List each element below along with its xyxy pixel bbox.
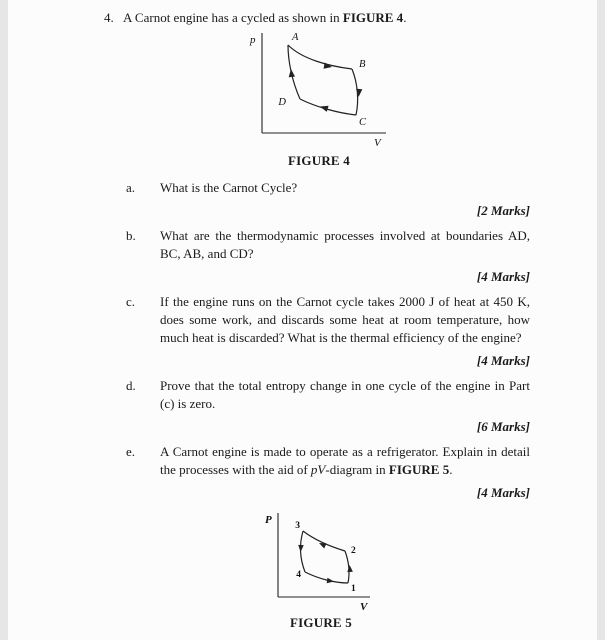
question-number: 4. [104, 10, 114, 25]
item-c-letter: c. [126, 294, 136, 309]
figure4-axis-labels [249, 34, 382, 149]
figure5-axes [278, 513, 370, 597]
question-header [104, 0, 597, 27]
figure4-point-a-label: A [292, 32, 299, 43]
figure4-curve-bc [352, 69, 358, 115]
item-d-text: Prove that the total entropy change in one cycle of the engine in Part (c) is zero. [160, 378, 530, 411]
question-intro-text: A Carnot engine has a cycled as shown in [123, 10, 343, 25]
figure5-p-axis-label: P [265, 514, 272, 526]
figure5-point-3-label: 3 [295, 521, 300, 531]
item-d-letter: d. [126, 378, 136, 393]
item-a-letter: a. [126, 180, 136, 195]
figure4-caption: FIGURE 4 [288, 153, 350, 168]
figure5-point-2-label: 2 [351, 546, 356, 556]
figure5-point-4-label: 4 [296, 570, 301, 580]
question-intro-figure-ref: FIGURE 4 [342, 10, 404, 25]
figure5-v-axis-label: V [360, 601, 368, 613]
figure5-point-1-label: 1 [351, 584, 356, 594]
item-e-text-after: . [449, 462, 453, 477]
figure5-block [256, 509, 386, 631]
item-c-text: If the engine runs on the Carnot cycle takes 2000 J of heat at 450 K, does some work, and discards some heat at room temperature, how much heat is discarded? What is the thermal efficiency of the engine? [160, 294, 530, 345]
figure4-point-c-label: C [359, 117, 367, 128]
figure4-block [240, 29, 398, 169]
figure5-caption: FIGURE 5 [290, 615, 352, 630]
item-d-marks: [6 Marks] [476, 419, 530, 434]
figure4-arrow-ab [324, 62, 333, 70]
item-e-letter: e. [126, 444, 136, 459]
figure4-curve-ab [288, 45, 352, 69]
figure4-p-axis-label: p [250, 34, 256, 46]
figure4-arrow-bc [355, 89, 362, 98]
figure5-arrow-right-up [347, 565, 353, 572]
figure4-point-b-label: B [359, 59, 366, 70]
item-e [126, 443, 530, 502]
figure5-pv-diagram [256, 509, 386, 613]
item-a [126, 179, 530, 220]
item-b-text: What are the thermodynamic processes involved at boundaries AD, BC, AB, and CD? [160, 228, 530, 261]
item-d [126, 377, 530, 436]
question-intro-end: . [403, 10, 407, 25]
figure4-v-axis-label: V [374, 137, 381, 149]
item-e-text-before: A Carnot engine is made to operate as a refrigerator. Explain in detail the processes with the aid of [160, 444, 530, 477]
figure5-curve-bottom [305, 572, 348, 583]
question-intro [123, 9, 406, 27]
figure5-cycle [301, 531, 349, 583]
figure5-arrow-left-down [298, 545, 304, 552]
item-b-letter: b. [126, 228, 136, 243]
item-e-text [160, 443, 530, 479]
item-a-text: What is the Carnot Cycle? [160, 180, 298, 195]
figure5-curve-left [301, 531, 305, 572]
figure5-curve-right [345, 551, 349, 583]
figure4-pv-diagram [240, 29, 398, 151]
item-a-marks: [2 Marks] [476, 203, 530, 218]
item-c-marks: [4 Marks] [476, 353, 530, 368]
figure4-arrow-da [288, 69, 295, 78]
figure4-direction-arrows [288, 62, 363, 111]
item-e-text-mid: -diagram in [325, 462, 389, 477]
figure5-arrow-top-left [318, 540, 327, 548]
figure4-axes [262, 33, 386, 133]
item-b [126, 227, 530, 286]
item-e-marks: [4 Marks] [476, 485, 530, 500]
item-c [126, 293, 530, 370]
exam-page [8, 0, 597, 640]
figure5-axis-labels [265, 514, 369, 613]
figure4-point-labels [277, 32, 367, 128]
figure5-direction-arrows [298, 540, 353, 584]
figure5-arrow-bottom-right [327, 578, 335, 585]
item-b-marks: [4 Marks] [476, 269, 530, 284]
figure4-point-d-label: D [278, 97, 286, 108]
question-items [126, 179, 530, 502]
item-e-figure-ref: FIGURE 5 [388, 462, 450, 477]
item-e-pv-italic: pV [310, 462, 326, 477]
figure4-cycle [288, 45, 358, 115]
